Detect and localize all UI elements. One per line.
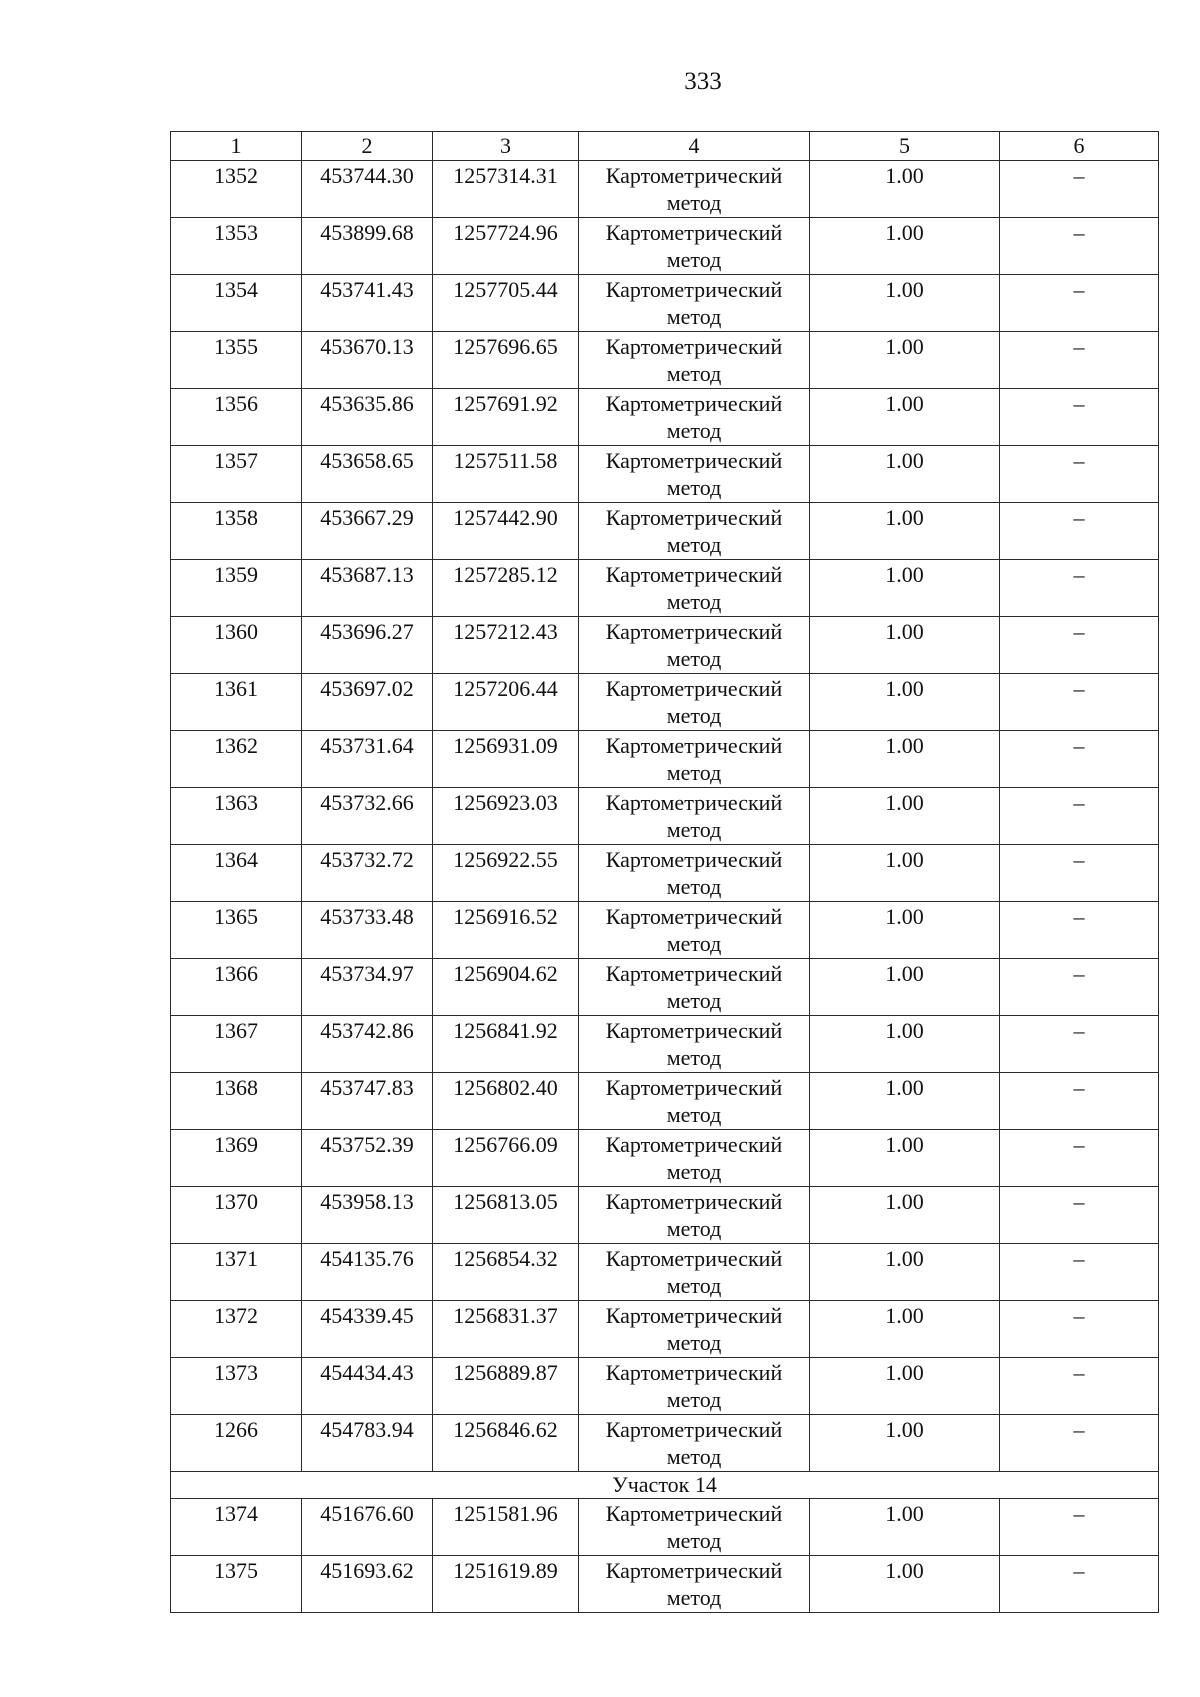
x-coordinate-cell: 453733.48 bbox=[302, 902, 433, 959]
note-cell: – bbox=[1000, 332, 1159, 389]
x-coordinate-cell: 451693.62 bbox=[302, 1556, 433, 1613]
method-cell bbox=[579, 446, 810, 503]
header-col-1: 1 bbox=[171, 132, 302, 161]
note-cell: – bbox=[1000, 1499, 1159, 1556]
method-line-1: Картометрический bbox=[605, 847, 783, 872]
table-row bbox=[171, 161, 1159, 218]
method-line-1: Картометрический bbox=[605, 163, 783, 188]
x-coordinate-cell: 453670.13 bbox=[302, 332, 433, 389]
point-number-cell: 1367 bbox=[171, 1016, 302, 1073]
table-row bbox=[171, 1130, 1159, 1187]
method-line-2: метод bbox=[666, 247, 722, 272]
y-coordinate-cell: 1257285.12 bbox=[433, 560, 579, 617]
y-coordinate-cell: 1257442.90 bbox=[433, 503, 579, 560]
x-coordinate-cell: 453731.64 bbox=[302, 731, 433, 788]
point-number-cell: 1352 bbox=[171, 161, 302, 218]
method-line-1: Картометрический bbox=[605, 1075, 783, 1100]
x-coordinate-cell: 453696.27 bbox=[302, 617, 433, 674]
table-row bbox=[171, 845, 1159, 902]
table-row bbox=[171, 560, 1159, 617]
table-body bbox=[171, 161, 1159, 1613]
method-line-1: Картометрический bbox=[605, 1501, 783, 1526]
table-row bbox=[171, 446, 1159, 503]
note-cell: – bbox=[1000, 161, 1159, 218]
header-col-3: 3 bbox=[433, 132, 579, 161]
x-coordinate-cell: 453744.30 bbox=[302, 161, 433, 218]
table-row bbox=[171, 389, 1159, 446]
accuracy-cell: 1.00 bbox=[810, 503, 1000, 560]
method-cell bbox=[579, 617, 810, 674]
table-row bbox=[171, 1016, 1159, 1073]
accuracy-cell: 1.00 bbox=[810, 902, 1000, 959]
method-cell bbox=[579, 1073, 810, 1130]
note-cell: – bbox=[1000, 389, 1159, 446]
method-cell bbox=[579, 1415, 810, 1472]
method-cell bbox=[579, 1556, 810, 1613]
page-number bbox=[0, 68, 1200, 96]
method-line-2: метод bbox=[666, 418, 722, 443]
x-coordinate-cell: 453732.72 bbox=[302, 845, 433, 902]
method-line-2: метод bbox=[666, 475, 722, 500]
method-line-2: метод bbox=[666, 646, 722, 671]
table-row bbox=[171, 902, 1159, 959]
table-row bbox=[171, 1499, 1159, 1556]
point-number-cell: 1371 bbox=[171, 1244, 302, 1301]
point-number-cell: 1359 bbox=[171, 560, 302, 617]
accuracy-cell: 1.00 bbox=[810, 1499, 1000, 1556]
point-number-cell: 1266 bbox=[171, 1415, 302, 1472]
method-line-2: метод bbox=[666, 361, 722, 386]
x-coordinate-cell: 453667.29 bbox=[302, 503, 433, 560]
note-cell: – bbox=[1000, 1415, 1159, 1472]
accuracy-cell: 1.00 bbox=[810, 959, 1000, 1016]
table-row bbox=[171, 1358, 1159, 1415]
header-col-6: 6 bbox=[1000, 132, 1159, 161]
method-line-2: метод bbox=[666, 1216, 722, 1241]
coordinates-table bbox=[170, 131, 1159, 1613]
method-line-2: метод bbox=[666, 1528, 722, 1553]
note-cell: – bbox=[1000, 1556, 1159, 1613]
x-coordinate-cell: 453658.65 bbox=[302, 446, 433, 503]
point-number-cell: 1369 bbox=[171, 1130, 302, 1187]
y-coordinate-cell: 1256841.92 bbox=[433, 1016, 579, 1073]
table-row bbox=[171, 1187, 1159, 1244]
x-coordinate-cell: 454434.43 bbox=[302, 1358, 433, 1415]
x-coordinate-cell: 453742.86 bbox=[302, 1016, 433, 1073]
table-row bbox=[171, 332, 1159, 389]
accuracy-cell: 1.00 bbox=[810, 275, 1000, 332]
y-coordinate-cell: 1257691.92 bbox=[433, 389, 579, 446]
note-cell: – bbox=[1000, 503, 1159, 560]
y-coordinate-cell: 1256846.62 bbox=[433, 1415, 579, 1472]
method-cell bbox=[579, 959, 810, 1016]
x-coordinate-cell: 453747.83 bbox=[302, 1073, 433, 1130]
note-cell: – bbox=[1000, 845, 1159, 902]
method-cell bbox=[579, 332, 810, 389]
y-coordinate-cell: 1256889.87 bbox=[433, 1358, 579, 1415]
method-cell bbox=[579, 389, 810, 446]
method-cell bbox=[579, 731, 810, 788]
method-line-1: Картометрический bbox=[605, 391, 783, 416]
point-number-cell: 1364 bbox=[171, 845, 302, 902]
method-line-1: Картометрический bbox=[605, 1246, 783, 1271]
x-coordinate-cell: 453958.13 bbox=[302, 1187, 433, 1244]
method-cell bbox=[579, 560, 810, 617]
header-col-5: 5 bbox=[810, 132, 1000, 161]
page-number-text: 333 bbox=[684, 68, 722, 95]
method-line-2: метод bbox=[666, 1444, 722, 1469]
table-row bbox=[171, 1244, 1159, 1301]
method-line-2: метод bbox=[666, 1045, 722, 1070]
method-line-2: метод bbox=[666, 931, 722, 956]
y-coordinate-cell: 1257212.43 bbox=[433, 617, 579, 674]
accuracy-cell: 1.00 bbox=[810, 1187, 1000, 1244]
table-row bbox=[171, 1073, 1159, 1130]
y-coordinate-cell: 1256904.62 bbox=[433, 959, 579, 1016]
table-row bbox=[171, 617, 1159, 674]
table-row bbox=[171, 503, 1159, 560]
point-number-cell: 1372 bbox=[171, 1301, 302, 1358]
method-line-2: метод bbox=[666, 532, 722, 557]
method-line-1: Картометрический bbox=[605, 1417, 783, 1442]
accuracy-cell: 1.00 bbox=[810, 1244, 1000, 1301]
header-col-2: 2 bbox=[302, 132, 433, 161]
point-number-cell: 1362 bbox=[171, 731, 302, 788]
accuracy-cell: 1.00 bbox=[810, 218, 1000, 275]
x-coordinate-cell: 453734.97 bbox=[302, 959, 433, 1016]
x-coordinate-cell: 454783.94 bbox=[302, 1415, 433, 1472]
point-number-cell: 1354 bbox=[171, 275, 302, 332]
method-line-1: Картометрический bbox=[605, 1360, 783, 1385]
method-line-2: метод bbox=[666, 1102, 722, 1127]
accuracy-cell: 1.00 bbox=[810, 845, 1000, 902]
method-line-1: Картометрический bbox=[605, 733, 783, 758]
method-line-1: Картометрический bbox=[605, 1018, 783, 1043]
method-line-1: Картометрический bbox=[605, 790, 783, 815]
method-cell bbox=[579, 1130, 810, 1187]
note-cell: – bbox=[1000, 218, 1159, 275]
accuracy-cell: 1.00 bbox=[810, 1130, 1000, 1187]
y-coordinate-cell: 1256854.32 bbox=[433, 1244, 579, 1301]
x-coordinate-cell: 454135.76 bbox=[302, 1244, 433, 1301]
y-coordinate-cell: 1251581.96 bbox=[433, 1499, 579, 1556]
method-line-2: метод bbox=[666, 1585, 722, 1610]
accuracy-cell: 1.00 bbox=[810, 1016, 1000, 1073]
method-line-2: метод bbox=[666, 190, 722, 215]
accuracy-cell: 1.00 bbox=[810, 161, 1000, 218]
method-line-1: Картометрический bbox=[605, 676, 783, 701]
x-coordinate-cell: 453752.39 bbox=[302, 1130, 433, 1187]
y-coordinate-cell: 1257705.44 bbox=[433, 275, 579, 332]
method-line-1: Картометрический bbox=[605, 961, 783, 986]
note-cell: – bbox=[1000, 617, 1159, 674]
method-line-2: метод bbox=[666, 589, 722, 614]
accuracy-cell: 1.00 bbox=[810, 617, 1000, 674]
point-number-cell: 1357 bbox=[171, 446, 302, 503]
section-row bbox=[171, 1472, 1159, 1499]
x-coordinate-cell: 453635.86 bbox=[302, 389, 433, 446]
y-coordinate-cell: 1257696.65 bbox=[433, 332, 579, 389]
method-line-2: метод bbox=[666, 304, 722, 329]
method-line-2: метод bbox=[666, 1159, 722, 1184]
accuracy-cell: 1.00 bbox=[810, 389, 1000, 446]
method-line-1: Картометрический bbox=[605, 619, 783, 644]
accuracy-cell: 1.00 bbox=[810, 788, 1000, 845]
y-coordinate-cell: 1256813.05 bbox=[433, 1187, 579, 1244]
point-number-cell: 1358 bbox=[171, 503, 302, 560]
accuracy-cell: 1.00 bbox=[810, 674, 1000, 731]
x-coordinate-cell: 451676.60 bbox=[302, 1499, 433, 1556]
method-line-1: Картометрический bbox=[605, 505, 783, 530]
note-cell: – bbox=[1000, 560, 1159, 617]
method-line-2: метод bbox=[666, 1273, 722, 1298]
note-cell: – bbox=[1000, 788, 1159, 845]
table-row bbox=[171, 1415, 1159, 1472]
table-row bbox=[171, 788, 1159, 845]
y-coordinate-cell: 1257206.44 bbox=[433, 674, 579, 731]
method-cell bbox=[579, 1187, 810, 1244]
accuracy-cell: 1.00 bbox=[810, 1556, 1000, 1613]
method-cell bbox=[579, 275, 810, 332]
note-cell: – bbox=[1000, 1073, 1159, 1130]
table-row bbox=[171, 1301, 1159, 1358]
method-line-1: Картометрический bbox=[605, 1189, 783, 1214]
y-coordinate-cell: 1256916.52 bbox=[433, 902, 579, 959]
accuracy-cell: 1.00 bbox=[810, 1301, 1000, 1358]
method-line-1: Картометрический bbox=[605, 562, 783, 587]
point-number-cell: 1368 bbox=[171, 1073, 302, 1130]
accuracy-cell: 1.00 bbox=[810, 446, 1000, 503]
accuracy-cell: 1.00 bbox=[810, 1358, 1000, 1415]
method-cell bbox=[579, 1016, 810, 1073]
method-cell bbox=[579, 1358, 810, 1415]
method-cell bbox=[579, 845, 810, 902]
table-row bbox=[171, 1556, 1159, 1613]
note-cell: – bbox=[1000, 959, 1159, 1016]
method-line-1: Картометрический bbox=[605, 1303, 783, 1328]
method-line-1: Картометрический bbox=[605, 220, 783, 245]
header-row bbox=[171, 132, 1159, 161]
note-cell: – bbox=[1000, 731, 1159, 788]
method-line-1: Картометрический bbox=[605, 334, 783, 359]
note-cell: – bbox=[1000, 1016, 1159, 1073]
method-line-1: Картометрический bbox=[605, 277, 783, 302]
note-cell: – bbox=[1000, 1358, 1159, 1415]
accuracy-cell: 1.00 bbox=[810, 731, 1000, 788]
note-cell: – bbox=[1000, 446, 1159, 503]
method-cell bbox=[579, 788, 810, 845]
note-cell: – bbox=[1000, 902, 1159, 959]
method-line-2: метод bbox=[666, 817, 722, 842]
table-row bbox=[171, 218, 1159, 275]
y-coordinate-cell: 1257511.58 bbox=[433, 446, 579, 503]
section-title: Участок 14 bbox=[171, 1472, 1159, 1499]
x-coordinate-cell: 453697.02 bbox=[302, 674, 433, 731]
method-cell bbox=[579, 218, 810, 275]
y-coordinate-cell: 1257724.96 bbox=[433, 218, 579, 275]
table-row bbox=[171, 959, 1159, 1016]
accuracy-cell: 1.00 bbox=[810, 560, 1000, 617]
method-line-2: метод bbox=[666, 874, 722, 899]
method-cell bbox=[579, 1244, 810, 1301]
method-line-2: метод bbox=[666, 703, 722, 728]
table-row bbox=[171, 674, 1159, 731]
method-cell bbox=[579, 1301, 810, 1358]
note-cell: – bbox=[1000, 1244, 1159, 1301]
y-coordinate-cell: 1256931.09 bbox=[433, 731, 579, 788]
method-line-2: метод bbox=[666, 988, 722, 1013]
method-cell bbox=[579, 902, 810, 959]
x-coordinate-cell: 453741.43 bbox=[302, 275, 433, 332]
point-number-cell: 1374 bbox=[171, 1499, 302, 1556]
y-coordinate-cell: 1257314.31 bbox=[433, 161, 579, 218]
accuracy-cell: 1.00 bbox=[810, 1415, 1000, 1472]
note-cell: – bbox=[1000, 275, 1159, 332]
accuracy-cell: 1.00 bbox=[810, 332, 1000, 389]
method-line-1: Картометрический bbox=[605, 904, 783, 929]
method-cell bbox=[579, 1499, 810, 1556]
y-coordinate-cell: 1256923.03 bbox=[433, 788, 579, 845]
method-line-1: Картометрический bbox=[605, 1558, 783, 1583]
y-coordinate-cell: 1256922.55 bbox=[433, 845, 579, 902]
accuracy-cell: 1.00 bbox=[810, 1073, 1000, 1130]
x-coordinate-cell: 453687.13 bbox=[302, 560, 433, 617]
method-cell bbox=[579, 161, 810, 218]
point-number-cell: 1355 bbox=[171, 332, 302, 389]
method-line-2: метод bbox=[666, 1330, 722, 1355]
x-coordinate-cell: 453732.66 bbox=[302, 788, 433, 845]
x-coordinate-cell: 453899.68 bbox=[302, 218, 433, 275]
note-cell: – bbox=[1000, 1130, 1159, 1187]
y-coordinate-cell: 1256831.37 bbox=[433, 1301, 579, 1358]
method-line-1: Картометрический bbox=[605, 448, 783, 473]
point-number-cell: 1365 bbox=[171, 902, 302, 959]
y-coordinate-cell: 1251619.89 bbox=[433, 1556, 579, 1613]
method-cell bbox=[579, 674, 810, 731]
note-cell: – bbox=[1000, 1187, 1159, 1244]
note-cell: – bbox=[1000, 674, 1159, 731]
method-line-2: метод bbox=[666, 1387, 722, 1412]
table-header bbox=[171, 132, 1159, 161]
point-number-cell: 1361 bbox=[171, 674, 302, 731]
table-row bbox=[171, 275, 1159, 332]
point-number-cell: 1363 bbox=[171, 788, 302, 845]
point-number-cell: 1353 bbox=[171, 218, 302, 275]
y-coordinate-cell: 1256766.09 bbox=[433, 1130, 579, 1187]
method-cell bbox=[579, 503, 810, 560]
point-number-cell: 1360 bbox=[171, 617, 302, 674]
method-line-2: метод bbox=[666, 760, 722, 785]
x-coordinate-cell: 454339.45 bbox=[302, 1301, 433, 1358]
table-row bbox=[171, 731, 1159, 788]
y-coordinate-cell: 1256802.40 bbox=[433, 1073, 579, 1130]
point-number-cell: 1375 bbox=[171, 1556, 302, 1613]
point-number-cell: 1373 bbox=[171, 1358, 302, 1415]
point-number-cell: 1356 bbox=[171, 389, 302, 446]
point-number-cell: 1370 bbox=[171, 1187, 302, 1244]
header-col-4: 4 bbox=[579, 132, 810, 161]
method-line-1: Картометрический bbox=[605, 1132, 783, 1157]
point-number-cell: 1366 bbox=[171, 959, 302, 1016]
note-cell: – bbox=[1000, 1301, 1159, 1358]
